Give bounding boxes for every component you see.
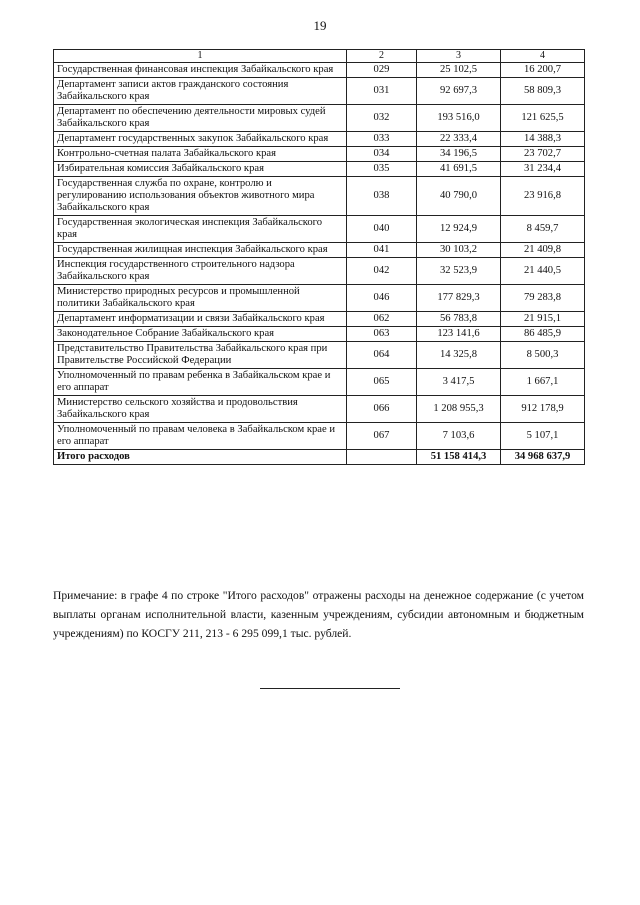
row-name: Законодательное Собрание Забайкальского края <box>54 327 347 342</box>
row-name: Уполномоченный по правам человека в Забайкальском крае и его аппарат <box>54 423 347 450</box>
row-col3: 12 924,9 <box>417 216 501 243</box>
row-col3: 34 196,5 <box>417 147 501 162</box>
row-col3: 40 790,0 <box>417 177 501 216</box>
row-col3: 7 103,6 <box>417 423 501 450</box>
row-name: Департамент информатизации и связи Забайкальского края <box>54 312 347 327</box>
row-code: 041 <box>347 243 417 258</box>
row-col3: 56 783,8 <box>417 312 501 327</box>
row-code: 042 <box>347 258 417 285</box>
table-row <box>54 162 585 177</box>
row-col3: 14 325,8 <box>417 342 501 369</box>
row-code: 065 <box>347 369 417 396</box>
row-col4: 58 809,3 <box>501 78 585 105</box>
row-name: Департамент по обеспечению деятельности мировых судей Забайкальского края <box>54 105 347 132</box>
table-row <box>54 147 585 162</box>
row-col4: 23 702,7 <box>501 147 585 162</box>
row-col3: 22 333,4 <box>417 132 501 147</box>
table-row <box>54 177 585 216</box>
table-row <box>54 105 585 132</box>
end-divider <box>260 688 400 689</box>
header-col-4: 4 <box>501 50 585 63</box>
row-col3: 41 691,5 <box>417 162 501 177</box>
table-row <box>54 78 585 105</box>
table-row <box>54 396 585 423</box>
row-name: Департамент государственных закупок Забайкальского края <box>54 132 347 147</box>
row-col3: 3 417,5 <box>417 369 501 396</box>
table-row <box>54 285 585 312</box>
row-code: 029 <box>347 63 417 78</box>
row-col4: 23 916,8 <box>501 177 585 216</box>
row-col4: 21 440,5 <box>501 258 585 285</box>
table-row <box>54 243 585 258</box>
row-col4: 21 409,8 <box>501 243 585 258</box>
header-col-3: 3 <box>417 50 501 63</box>
row-name: Государственная финансовая инспекция Забайкальского края <box>54 63 347 78</box>
row-code: 046 <box>347 285 417 312</box>
row-col4: 16 200,7 <box>501 63 585 78</box>
row-code: 032 <box>347 105 417 132</box>
row-name: Государственная служба по охране, контролю и регулированию использования объектов животного мира Забайкальского края <box>54 177 347 216</box>
row-name: Государственная жилищная инспекция Забайкальского края <box>54 243 347 258</box>
row-col4: 8 459,7 <box>501 216 585 243</box>
row-name: Уполномоченный по правам ребенка в Забайкальском крае и его аппарат <box>54 369 347 396</box>
row-name: Инспекция государственного строительного надзора Забайкальского края <box>54 258 347 285</box>
row-col4: 121 625,5 <box>501 105 585 132</box>
page-number: 19 <box>313 18 327 33</box>
row-col4: 14 388,3 <box>501 132 585 147</box>
row-col3: 32 523,9 <box>417 258 501 285</box>
row-col4: 21 915,1 <box>501 312 585 327</box>
row-code: 064 <box>347 342 417 369</box>
total-col3: 51 158 414,3 <box>417 450 501 465</box>
table-row <box>54 369 585 396</box>
row-col4: 79 283,8 <box>501 285 585 312</box>
table-row <box>54 258 585 285</box>
row-code: 038 <box>347 177 417 216</box>
row-code: 062 <box>347 312 417 327</box>
row-col4: 86 485,9 <box>501 327 585 342</box>
table-row <box>54 327 585 342</box>
table-row <box>54 63 585 78</box>
row-code: 035 <box>347 162 417 177</box>
row-code: 066 <box>347 396 417 423</box>
row-name: Министерство природных ресурсов и промышленной политики Забайкальского края <box>54 285 347 312</box>
row-col3: 92 697,3 <box>417 78 501 105</box>
header-col-1: 1 <box>54 50 347 63</box>
row-code: 067 <box>347 423 417 450</box>
row-col3: 25 102,5 <box>417 63 501 78</box>
row-col4: 912 178,9 <box>501 396 585 423</box>
row-name: Государственная экологическая инспекция Забайкальского края <box>54 216 347 243</box>
row-col3: 1 208 955,3 <box>417 396 501 423</box>
row-code: 033 <box>347 132 417 147</box>
row-col3: 123 141,6 <box>417 327 501 342</box>
row-name: Избирательная комиссия Забайкальского края <box>54 162 347 177</box>
row-col3: 193 516,0 <box>417 105 501 132</box>
row-col4: 31 234,4 <box>501 162 585 177</box>
table-row <box>54 423 585 450</box>
total-col4: 34 968 637,9 <box>501 450 585 465</box>
row-name: Департамент записи актов гражданского состояния Забайкальского края <box>54 78 347 105</box>
row-code: 063 <box>347 327 417 342</box>
row-col3: 30 103,2 <box>417 243 501 258</box>
header-row <box>54 50 585 63</box>
row-col3: 177 829,3 <box>417 285 501 312</box>
table-row <box>54 216 585 243</box>
row-col4: 5 107,1 <box>501 423 585 450</box>
row-col4: 8 500,3 <box>501 342 585 369</box>
expenses-table <box>53 49 585 465</box>
total-code-cell <box>347 450 417 465</box>
table-row <box>54 342 585 369</box>
table-row <box>54 312 585 327</box>
row-code: 034 <box>347 147 417 162</box>
total-row <box>54 450 585 465</box>
table-body <box>54 63 585 450</box>
row-code: 040 <box>347 216 417 243</box>
row-name: Контрольно-счетная палата Забайкальского края <box>54 147 347 162</box>
row-name: Представительство Правительства Забайкальского края при Правительстве Российской Федерации <box>54 342 347 369</box>
total-label: Итого расходов <box>54 450 347 465</box>
footnote: Примечание: в графе 4 по строке "Итого расходов" отражены расходы на денежное содержание (с учетом выплаты органам исполнительной власти, казенным учреждениям, субсидии автономным и бюджетным учреждениям) по КОСГУ 211, 213 - 6 295 099,1 тыс. рублей. <box>53 589 584 640</box>
header-col-2: 2 <box>347 50 417 63</box>
row-name: Министерство сельского хозяйства и продовольствия Забайкальского края <box>54 396 347 423</box>
row-col4: 1 667,1 <box>501 369 585 396</box>
table-row <box>54 132 585 147</box>
row-code: 031 <box>347 78 417 105</box>
